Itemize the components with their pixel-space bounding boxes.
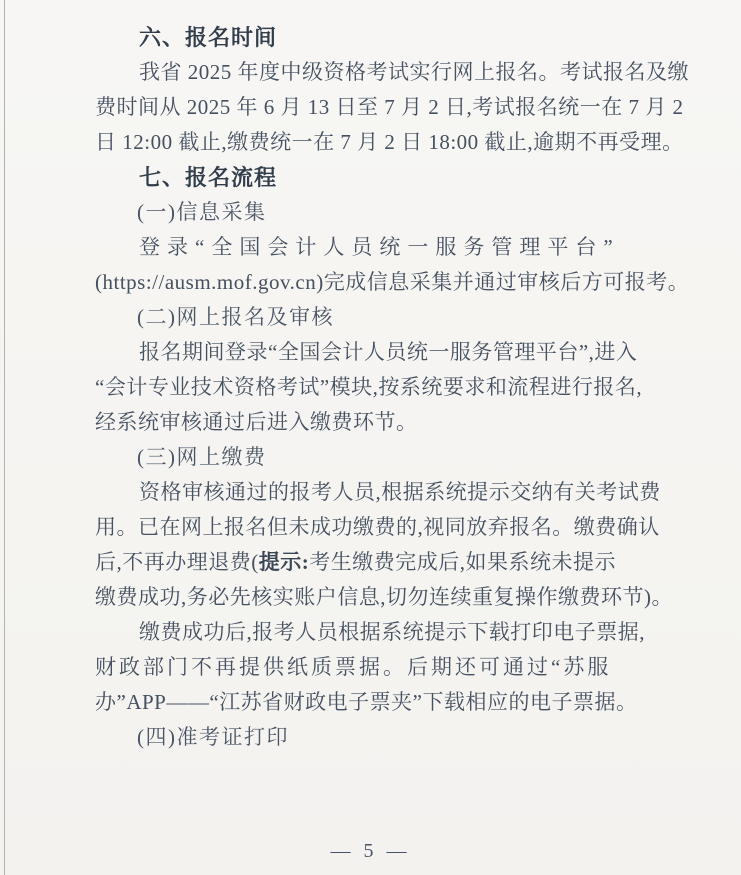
document-body xyxy=(95,20,690,755)
subsection-title-online-registration: (二)网上报名及审核 xyxy=(137,305,334,329)
paragraph-line: 缴费成功,务必先核实账户信息,切勿连续重复操作缴费环节)。 xyxy=(95,585,673,609)
scan-edge-line xyxy=(4,0,5,875)
section-heading-registration-time: 六、报名时间 xyxy=(139,25,278,50)
paragraph-line: 我省 2025 年度中级资格考试实行网上报名。考试报名及缴 xyxy=(139,60,689,84)
paragraph-line: 费时间从 2025 年 6 月 13 日至 7 月 2 日,考试报名统一在 7 月 2 xyxy=(95,95,684,119)
hint-line-after: 考生缴费完成后,如果系统未提示 xyxy=(309,550,616,574)
paragraph-line-with-url: (https://ausm.mof.gov.cn)完成信息采集并通过审核后方可报考。 xyxy=(95,270,690,294)
subsection-title-admission-ticket-print: (四)准考证打印 xyxy=(137,725,289,749)
paragraph-line: 资格审核通过的报考人员,根据系统提示交纳有关考试费 xyxy=(139,480,661,504)
paragraph-line: “会计专业技术资格考试”模块,按系统要求和流程进行报名, xyxy=(95,375,643,399)
paragraph-line: 日 12:00 截止,缴费统一在 7 月 2 日 18:00 截止,逾期不再受理。 xyxy=(95,130,684,154)
paragraph-line: 办”APP——“江苏省财政电子票夹”下载相应的电子票据。 xyxy=(95,690,638,714)
section-heading-registration-process: 七、报名流程 xyxy=(139,165,278,190)
subsection-title-info-collection: (一)信息采集 xyxy=(137,200,267,224)
hint-line-before: 后,不再办理退费( xyxy=(95,550,259,574)
hint-label: 提示: xyxy=(258,550,310,574)
paragraph-line: 用。已在网上报名但未成功缴费的,视同放弃报名。缴费确认 xyxy=(95,515,660,539)
subsection-title-online-payment: (三)网上缴费 xyxy=(137,445,267,469)
paragraph-line: 报名期间登录“全国会计人员统一服务管理平台”,进入 xyxy=(139,340,638,364)
paragraph-line: 财政部门不再提供纸质票据。后期还可通过“苏服 xyxy=(95,655,612,679)
paragraph-line: 缴费成功后,报考人员根据系统提示下载打印电子票据, xyxy=(139,620,645,644)
paragraph-line: 登录“全国会计人员统一服务管理平台” xyxy=(139,235,620,259)
paragraph-line-with-hint xyxy=(95,545,673,580)
paragraph-line: 经系统审核通过后进入缴费环节。 xyxy=(95,410,418,434)
page-number: — 5 — xyxy=(330,840,411,862)
